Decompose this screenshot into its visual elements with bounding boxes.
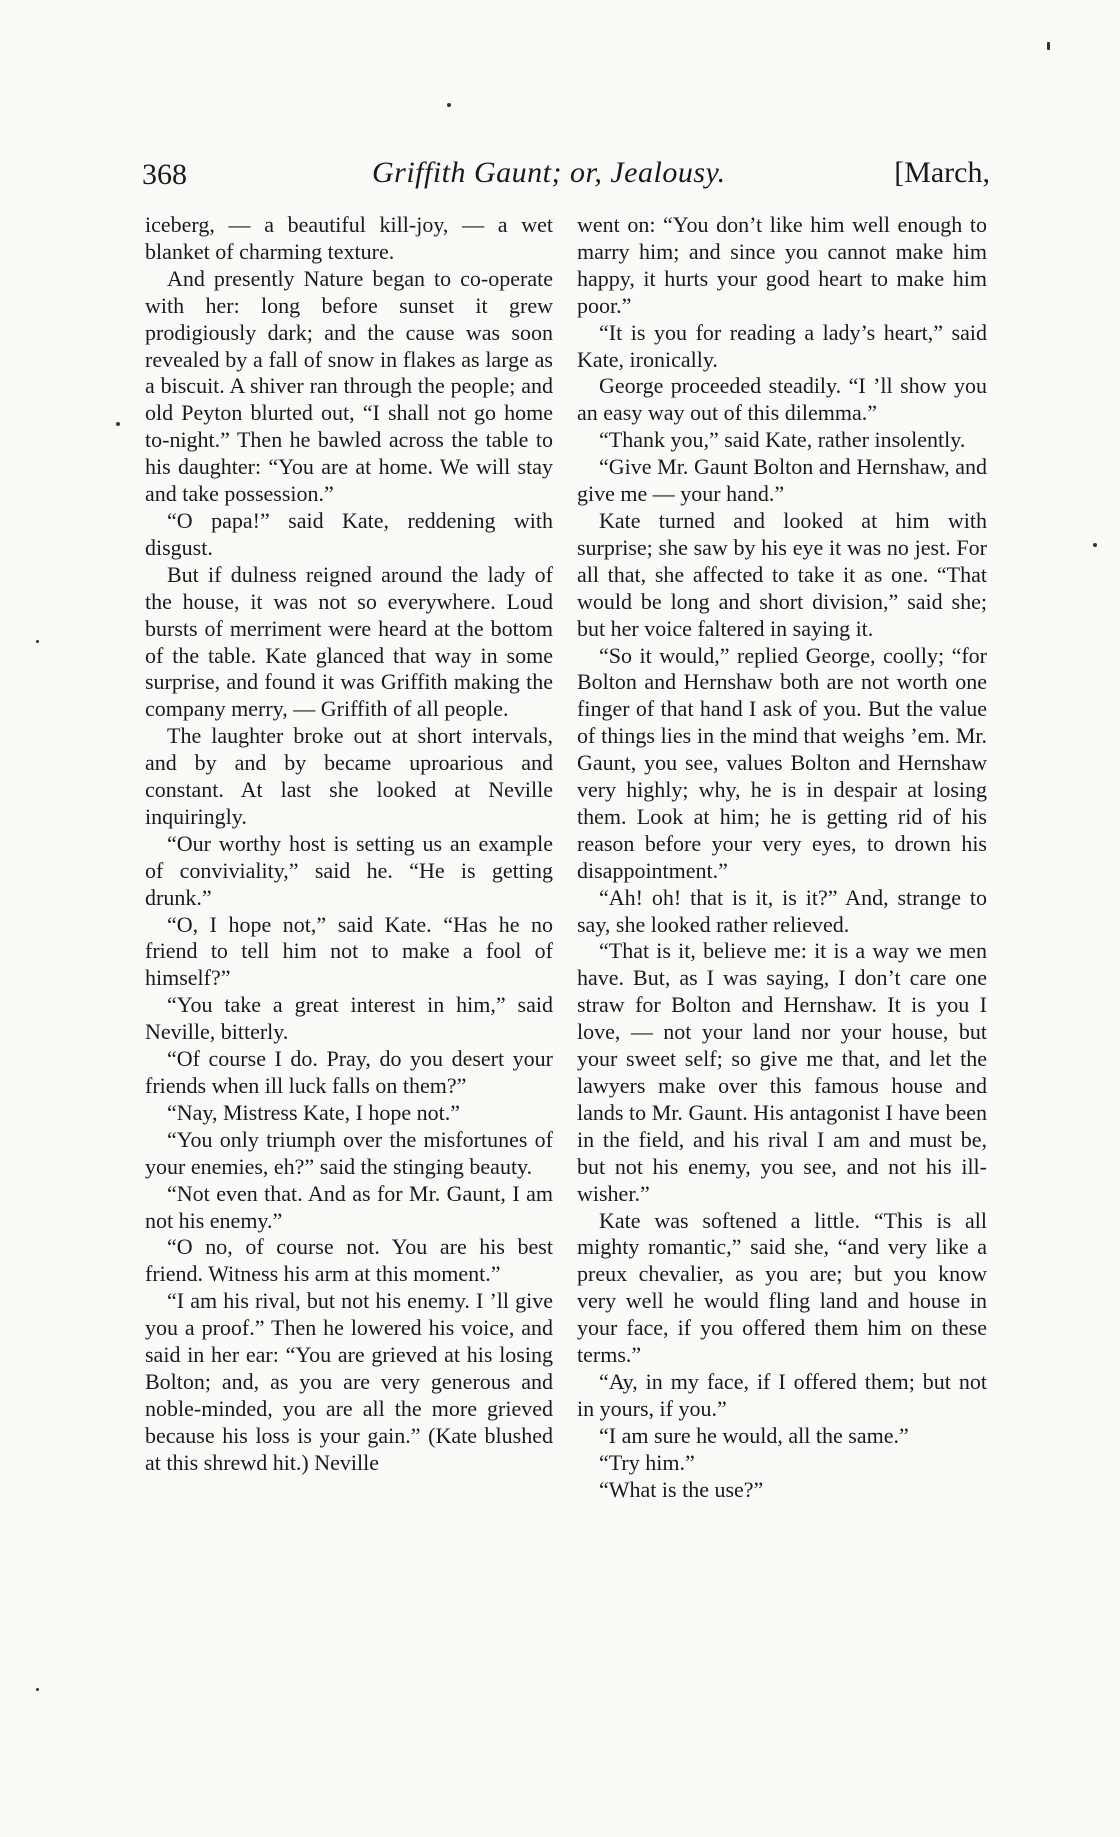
paragraph: “Our worthy host is setting us an example of conviviality,” said he. “He is getting drunk.”	[145, 830, 553, 910]
paragraph: “I am sure he would, all the same.”	[599, 1422, 909, 1448]
paragraph: “Of course I do. Pray, do you desert your friends when ill luck falls on them?”	[145, 1046, 553, 1098]
paragraph: “O, I hope not,” said Kate. “Has he no friend to tell him not to make a fool of himself?”	[145, 911, 553, 991]
paragraph: iceberg, — a beautiful kill-joy, — a wet blanket of charming texture.	[145, 212, 553, 264]
paragraph: “Give Mr. Gaunt Bolton and Hernshaw, and give me — your hand.”	[577, 454, 987, 507]
paragraph: “Not even that. And as for Mr. Gaunt, I am not his enemy.”	[145, 1180, 553, 1233]
paragraph: went on: “You don’t like him well enough to marry him; and since you cannot make him happy, it hurts your good heart to make him poor.”	[577, 212, 987, 318]
print-speck	[36, 640, 39, 643]
page-number: 368	[142, 158, 187, 191]
paragraph: Kate turned and looked at him with surprise; she saw by his eye it was no jest. For all that, she affected to take it as one. “That would be long and short division,” said she; but her voice faltered in saying it.	[577, 507, 987, 641]
print-speck	[36, 1688, 39, 1691]
paragraph: George proceeded steadily. “I ’ll show you an easy way out of this dilemma.”	[577, 373, 987, 426]
paragraph: “What is the use?”	[599, 1476, 764, 1502]
print-speck	[1047, 42, 1050, 50]
paragraph: “O papa!” said Kate, reddening with disgust.	[145, 507, 553, 560]
paragraph: “Ah! oh! that is it, is it?” And, strange to say, she looked rather relieved.	[577, 884, 987, 937]
paragraph: “Ay, in my face, if I offered them; but not in yours, if you.”	[577, 1368, 987, 1421]
paragraph: Kate was softened a little. “This is all mighty romantic,” said she, “and very like a preux chevalier, as you are; but you know very well he would fling land and house in your face, if you offered them him on these terms.”	[577, 1207, 987, 1368]
paragraph: And presently Nature began to co-operate with her: long before sunset it grew prodigiously dark; and the cause was soon revealed by a fall of snow in flakes as large as a biscuit. A shiver ran through the people; and old Peyton blurted out, “I shall not go home to-night.” Then he bawled across the table to his daughter: “You are at home. We will stay and take possession.”	[145, 265, 553, 507]
paragraph: “You only triumph over the misfortunes of your enemies, eh?” said the stinging beauty.	[145, 1126, 553, 1179]
print-speck	[1093, 543, 1097, 547]
paragraph: “You take a great interest in him,” said Neville, bitterly.	[145, 992, 553, 1045]
paragraph: “That is it, believe me: it is a way we men have. But, as I was saying, I don’t care one straw for Bolton and Hernshaw. It is you I love, — not your land nor your house, but your sweet self; so give me that, and let the lawyers make over this famous house and lands to Mr. Gaunt. His antagonist I have been in the field, and his rival I am and must be, but not his enemy, you see, and not his ill-wisher.”	[577, 938, 987, 1206]
paragraph: “Thank you,” said Kate, rather insolently.	[599, 427, 966, 453]
paragraph: “So it would,” replied George, coolly; “for Bolton and Hernshaw both are not worth one finger of that hand I ask of you. But the value of things lies in the mind that weighs ’em. Mr. Gaunt, you see, values Bolton and Hernshaw very highly; why, he is in despair at losing them. Look at him; he is getting rid of his reason before your very eyes, to drown his disappointment.”	[577, 642, 987, 883]
issue-month: [March,	[894, 156, 990, 189]
left-column	[145, 212, 553, 1477]
print-speck	[447, 103, 451, 107]
paragraph: “Try him.”	[599, 1449, 695, 1475]
right-column	[577, 212, 987, 1504]
paragraph: The laughter broke out at short intervals, and by and by became uproarious and constant. At last she looked at Neville inquiringly.	[145, 723, 553, 829]
paragraph: “Nay, Mistress Kate, I hope not.”	[167, 1099, 461, 1125]
running-title: Griffith Gaunt; or, Jealousy.	[372, 156, 726, 189]
paragraph: “I am his rival, but not his enemy. I ’ll give you a proof.” Then he lowered his voice, and said in her ear: “You are grieved at his losing Bolton; and, as you are very generous and noble-minded, you are all the more grieved because his loss is your gain.” (Kate blushed at this shrewd hit.) Neville	[145, 1288, 553, 1475]
paragraph: “It is you for reading a lady’s heart,” said Kate, ironically.	[577, 319, 987, 372]
paragraph: But if dulness reigned around the lady of the house, it was not so everywhere. Loud bursts of merriment were heard at the bottom of the table. Kate glanced that way in some surprise, and found it was Griffith making the company merry, — Griffith of all people.	[145, 561, 553, 722]
running-header	[142, 152, 990, 198]
paragraph: “O no, of course not. You are his best friend. Witness his arm at this moment.”	[145, 1234, 553, 1287]
print-speck	[116, 422, 120, 426]
